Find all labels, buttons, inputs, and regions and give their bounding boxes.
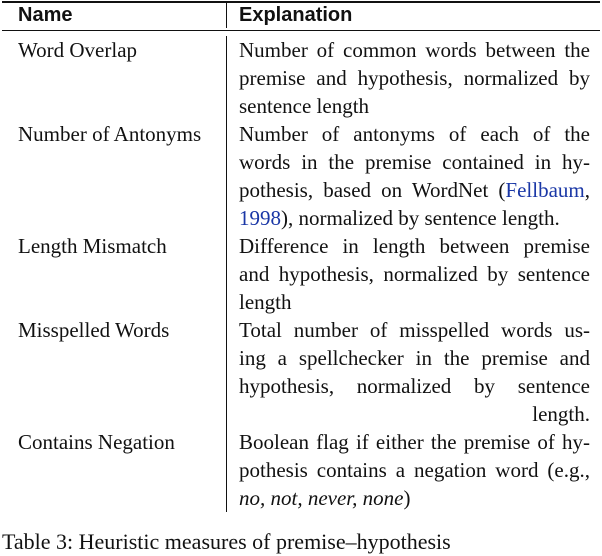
explanation-line: sentence length: [239, 94, 370, 118]
header-explanation: Explanation: [239, 4, 353, 26]
explanation-line: words in the premise contained in hy-: [239, 150, 590, 174]
explanation-line: premise and hypothesis, normalized by: [239, 66, 590, 90]
citation-link-year[interactable]: 1998: [239, 206, 281, 230]
row-explanation-misspelled-words: [239, 316, 590, 428]
row-explanation-length-mismatch: [239, 232, 590, 316]
explanation-line: length.: [532, 402, 590, 426]
explanation-text: ), normalized by sentence length.: [281, 206, 560, 230]
negation-examples: no, not, never, none: [239, 486, 404, 510]
body-column-divider: [226, 36, 227, 512]
header-column-divider: [226, 3, 227, 28]
explanation-line: Difference in length between premise: [239, 234, 590, 258]
explanation-line: Number of antonyms of each of the: [239, 122, 590, 146]
row-name-number-of-antonyms: Number of Antonyms: [18, 122, 202, 146]
explanation-line: [239, 204, 590, 232]
explanation-line: pothesis contains a negation word (e.g.,: [239, 458, 590, 482]
explanation-line: ing a spellchecker in the premise and: [239, 346, 590, 370]
row-name-contains-negation: Contains Negation: [18, 430, 175, 454]
row-name-word-overlap: Word Overlap: [18, 38, 138, 62]
citation-link-author[interactable]: Fellbaum: [505, 178, 585, 202]
row-explanation-contains-negation: [239, 428, 590, 512]
row-explanation-number-of-antonyms: [239, 120, 590, 232]
explanation-line: [239, 176, 590, 204]
explanation-text: ,: [584, 178, 590, 202]
row-name-misspelled-words: Misspelled Words: [18, 318, 170, 342]
table-header-rule: [2, 30, 600, 31]
explanation-text: ): [403, 486, 411, 510]
row-explanation-word-overlap: [239, 36, 590, 120]
row-name-length-mismatch: Length Mismatch: [18, 234, 167, 258]
explanation-line: and hypothesis, normalized by sentence: [239, 262, 590, 286]
table-caption: Table 3: Heuristic measures of premise–hypothesis: [2, 529, 451, 554]
explanation-text: pothesis, based on WordNet (: [239, 178, 506, 202]
explanation-line: hypothesis, normalized by sentence: [239, 374, 590, 398]
header-name: Name: [18, 4, 73, 26]
explanation-line: length: [239, 290, 292, 314]
explanation-line: Boolean flag if either the premise of hy-: [239, 430, 590, 454]
explanation-line: Number of common words between the: [239, 38, 590, 62]
explanation-line: [239, 484, 590, 512]
explanation-line: Total number of misspelled words us-: [239, 318, 590, 342]
